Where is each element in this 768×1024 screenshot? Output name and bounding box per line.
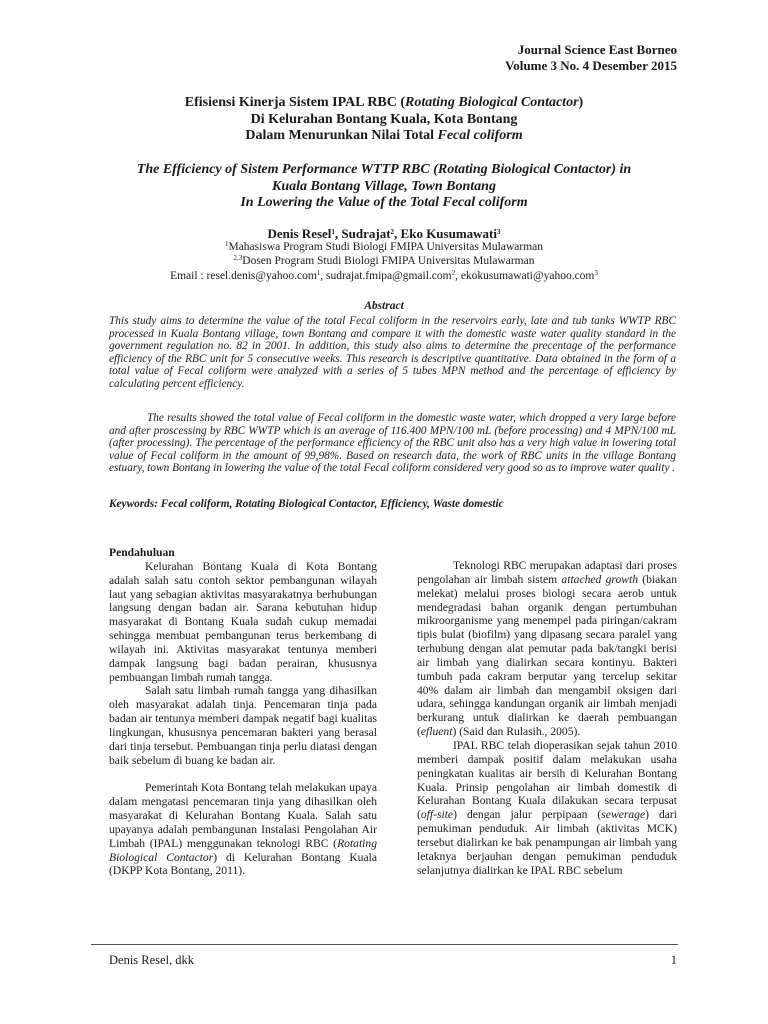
title-indonesian <box>100 95 668 145</box>
email-link-2[interactable]: sudrajat.fmipa@gmail.com <box>326 270 452 282</box>
keywords: Keywords: Fecal coliform, Rotating Biological Contactor, Efficiency, Waste domestic <box>109 498 504 510</box>
footer-divider <box>91 944 678 945</box>
title-english <box>100 162 668 212</box>
left-paragraph-2: Salah satu limbah rumah tangga yang dihasilkan oleh masyarakat adalah tinja. Pencemaran tinja pada badan air tentunya memberi dampak negatif bagi kualitas lingkungan, khususnya pencemaran bakteri yang berasal dari tinja tersebut. Pembuangan tinja perlu diatasi dengan baik sebelum di buang ke badan air. <box>109 684 377 767</box>
right-paragraph-2: IPAL RBC telah dioperasikan sejak tahun 2010 memberi dampak positif dalam melakukan usaha peningkatan kualitas air bersih di Kelurahan Bontang Kuala. Prinsip pengolahan air limbah domestik di Kelurahan Bontang Kuala dilakukan secara terpusat (off-site) dengan jalur perpipaan (sewerage) dari pemukiman penduduk. Air limbah (aktivitas MCK) tersebut dialirkan ke bak penampungan air limbah yang letaknya berjauhan dengan pemukiman penduduk selanjutnya dialirkan ke IPAL RBC sebelum <box>417 738 677 877</box>
title-en-line-1: The Efficiency of Sistem Performance WTTP RBC (Rotating Biological Contactor) in <box>136 162 632 177</box>
title-en-line-3: In Lowering the Value of the Total Fecal coliform <box>240 195 528 210</box>
left-column <box>109 546 377 878</box>
left-paragraph-1: Kelurahan Bontang Kuala di Kota Bontang adalah salah satu contoh sektor pembangunan wilayah laut yang sebagian aktivitas masyarakatnya berhubungan langsung dengan badan air. Sarana kebutuhan hidup masyarakat di Bontang Kuala sudah cukup memadai sehingga membuat pembangunan terus berkembang di wilayah ini. Aktivitas masyarakat tentunya memberi dampak langsung bagi badan perairan, khususnya pembuangan limbah rumah tangga. <box>109 559 377 684</box>
section-heading-pendahuluan: Pendahuluan <box>109 546 175 559</box>
author-list: Denis Resel$^1$, Sudrajat$^2$, Eko Kusumawati$^3$ <box>267 226 501 241</box>
running-header <box>505 42 677 74</box>
footer-author: Denis Resel, dkk <box>109 953 195 967</box>
affiliation-2: $^{2,3}$Dosen Program Studi Biologi FMIPA Universitas Mulawarman <box>233 254 535 267</box>
title-line-1: Efisiensi Kinerja Sistem IPAL RBC (Rotating Biological Contactor) <box>184 95 584 110</box>
journal-volume: Volume 3 No. 4 Desember 2015 <box>505 58 677 73</box>
journal-name: Journal Science East Borneo <box>517 42 677 57</box>
left-paragraph-3: Pemerintah Kota Bontang telah melakukan upaya dalam mengatasi pencemaran tinja yang dihasilkan oleh masyarakat di Kelurahan Bontang Kuala. Salah satu upayanya adalah pembangunan Instalasi Pengolahan Air Limbah (IPAL) menggunakan teknologi RBC (Rotating Biological Contactor) di Kelurahan Bontang Kuala (DKPP Kota Bontang, 2011). <box>109 781 377 878</box>
abstract-paragraph-2: The results showed the total value of Fecal coliform in the domestic waste water, which dropped a very large before and after proscessing by RBC WWTP which is an average of 116.400 MPN/100 mL (before processing) and 4 MPN/100 mL (after processing). The percentage of the performance efficiency of the RBC unit also has a very high value in lowering total value of Fecal coliform in the amount of 99,98%. Based on research data, the work of RBC units in the village Bontang estuary, town Bontang in lowering the value of the total Fecal coliform considered very good so as to improve water quality . <box>109 412 676 475</box>
page-number: 1 <box>670 953 677 967</box>
right-column <box>417 559 677 877</box>
abstract-heading: Abstract <box>364 300 404 312</box>
email-link-3[interactable]: ekokusumawati@yahoo.com <box>460 270 595 282</box>
title-en-line-2: Kuala Bontang Village, Town Bontang <box>272 178 496 194</box>
abstract-paragraph-1: This study aims to determine the value of the total Fecal coliform in the reservoirs early, late and tub tanks WWTP RBC processed in Kuala Bontang village, town Bontang and compare it with the domestic waste water quality standard in the government regulation no. 82 in 2001. In addition, this study also aims to determine the precentage of the performance efficiency of the RBC unit for 5 consecutive weeks. This research is descriptive quantitative. Data obtained in the form of a total value of Fecal coliform were analyzed with a series of 5 tubes MPN method and the percentage of efficiency by calculating percent efficiency. <box>109 315 676 390</box>
title-line-3: Dalam Menurunkan Nilai Total Fecal coliform <box>245 128 523 143</box>
email-link-1[interactable]: resel.denis@yahoo.com <box>206 270 317 282</box>
email-line: Email : resel.denis@yahoo.com$^1$, sudrajat.fmipa@gmail.com$^2$, ekokusumawati@yahoo.com$^3$ <box>170 269 598 282</box>
title-line-2: Di Kelurahan Bontang Kuala, Kota Bontang <box>250 111 518 127</box>
affiliation-1: $^1$Mahasiswa Program Studi Biologi FMIPA Universitas Mulawarman <box>224 240 544 253</box>
right-paragraph-1: Teknologi RBC merupakan adaptasi dari proses pengolahan air limbah sistem attached growth (biakan melekat) melalui proses biologi secara aerob untuk mendegradasi bahan organik dengan pertumbuhan mikroorganisme yang menempel pada piringan/cakram tipis bulat (biofilm) yang dipasang secara paralel yang terhubung dengan alat pemutar pada bak/tangki berisi air limbah yang dialirkan secara kontinyu. Bakteri tumbuh pada cakram berputar yang tercelup sekitar 40% dalam air limbah dan mengambil oksigen dari udara, sehingga kandungan organik air limbah menjadi berkurang untuk dialirkan ke daerah pembuangan (efluent) (Said dan Rulasih., 2005). <box>417 559 677 739</box>
